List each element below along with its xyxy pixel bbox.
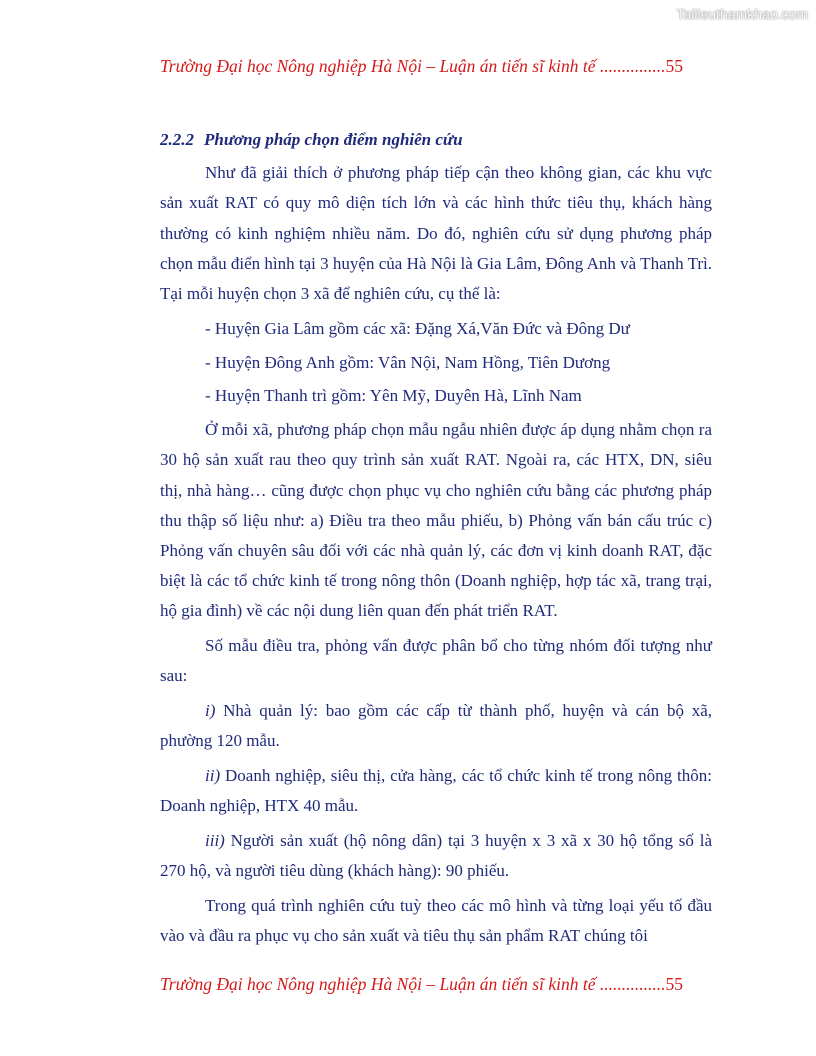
district-thanh-tri: - Huyện Thanh trì gồm: Yên Mỹ, Duyên Hà, Lĩnh Nam xyxy=(205,386,582,406)
district-dong-anh: - Huyện Đông Anh gồm: Vân Nội, Nam Hồng, Tiên Dương xyxy=(205,352,611,372)
sample-item-enterprises xyxy=(160,761,712,821)
document-body xyxy=(160,125,712,956)
page-number: 55 xyxy=(665,56,683,76)
sample-item-producers xyxy=(160,826,712,886)
section-title: Phương pháp chọn điểm nghiên cứu xyxy=(204,130,463,149)
section-number: 2.2.2 xyxy=(160,130,194,149)
paragraph-allocation: Số mẫu điều tra, phỏng vấn được phân bổ cho từng nhóm đối tượng như sau: xyxy=(160,636,712,686)
sample-item-managers xyxy=(160,696,712,756)
item-text: Nhà quản lý: bao gồm các cấp từ thành phố, huyện và cán bộ xã, phường 120 mẫu. xyxy=(160,701,712,751)
item-label: iii) xyxy=(205,831,225,851)
item-text: Người sản xuất (hộ nông dân) tại 3 huyện x 3 xã x 30 hộ tổng số là 270 hộ, và người tiêu dùng (khách hàng): 90 phiếu. xyxy=(160,831,712,881)
paragraph-research-process: Trong quá trình nghiên cứu tuỳ theo các mô hình và từng loại yếu tố đầu vào và đầu ra phục vụ cho sản xuất và tiêu thụ sản phẩm RAT chúng tôi xyxy=(160,896,712,946)
running-header-text: Trường Đại học Nông nghiệp Hà Nội – Luận án tiến sĩ kinh tế ............... xyxy=(160,56,666,76)
paragraph-intro: Như đã giải thích ở phương pháp tiếp cận theo không gian, các khu vực sản xuất RAT có quy mô diện tích lớn và các hình thức tiêu thụ, khách hàng thường có kinh nghiệm nhiều năm. Do đó, nghiên cứu sử dụng phương pháp chọn mẫu điển hình tại 3 huyện của Hà Nội là Gia Lâm, Đông Anh và Thanh Trì. Tại mỗi huyện chọn 3 xã để nghiên cứu, cụ thể là: xyxy=(160,163,712,304)
district-gia-lam: - Huyện Gia Lâm gồm các xã: Đặng Xá,Văn Đức và Đông Dư xyxy=(205,318,630,338)
paragraph-sampling: Ở mỗi xã, phương pháp chọn mẫu ngẫu nhiên được áp dụng nhằm chọn ra 30 hộ sản xuất rau theo quy trình sản xuất RAT. Ngoài ra, các HTX, DN, siêu thị, nhà hàng… cũng được chọn phục vụ cho nghiên cứu bằng các phương pháp thu thập số liệu như: a) Điều tra theo mẫu phiếu, b) Phỏng vấn bán cấu trúc c) Phỏng vấn chuyên sâu đối với các nhà quản lý, các đơn vị kinh doanh RAT, đặc biệt là các tổ chức kinh tế trong nông thôn (Doanh nghiệp, hợp tác xã, trang trại, hộ gia đình) về các nội dung liên quan đến phát triển RAT. xyxy=(160,420,712,621)
item-label: ii) xyxy=(205,766,221,786)
footer-page-number: 55 xyxy=(665,974,683,994)
running-footer-text: Trường Đại học Nông nghiệp Hà Nội – Luận án tiến sĩ kinh tế ............... xyxy=(160,974,666,994)
running-header xyxy=(160,56,687,77)
item-text: Doanh nghiệp, siêu thị, cửa hàng, các tổ chức kinh tế trong nông thôn: Doanh nghiệp, HTX 40 mẫu. xyxy=(160,766,712,816)
item-label: i) xyxy=(205,701,216,721)
section-heading xyxy=(160,125,712,155)
watermark: Tailieuthamkhao.com xyxy=(676,6,808,22)
running-footer xyxy=(160,974,687,995)
